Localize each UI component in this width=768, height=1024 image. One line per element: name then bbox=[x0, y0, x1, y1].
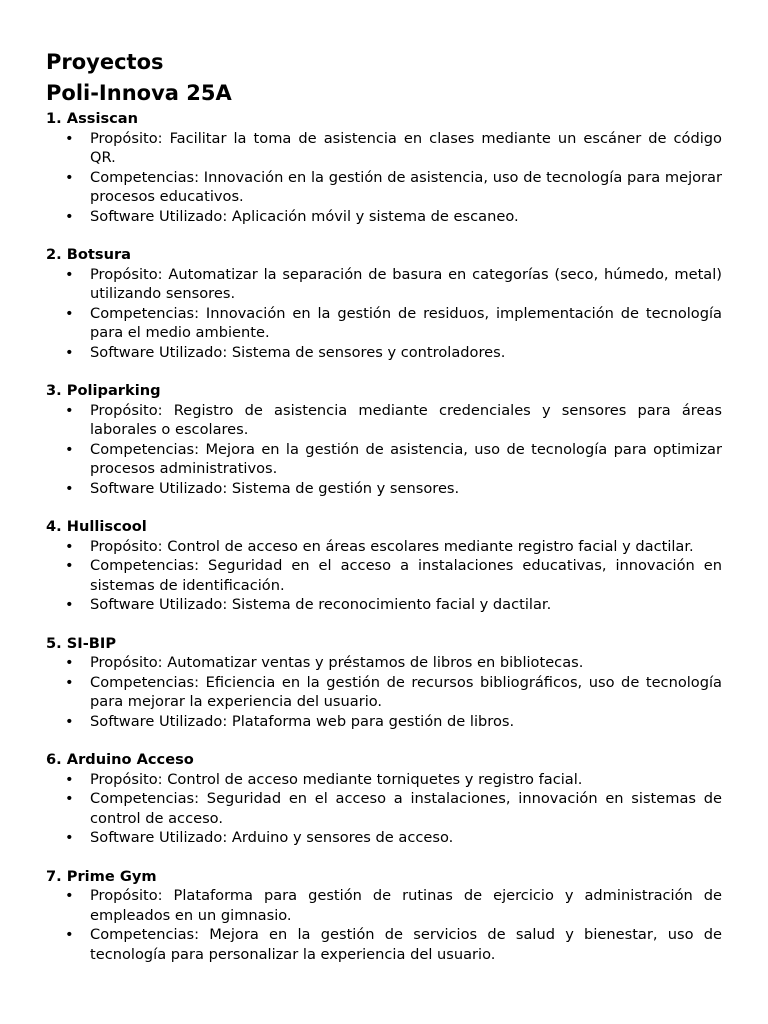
project-bullet-list bbox=[46, 770, 722, 848]
bullet-item: • Competencias: Mejora en la gestión de asistencia, uso de tecnología para optimizar procesos administrativos. bbox=[46, 440, 722, 479]
project-bullet-list bbox=[46, 653, 722, 731]
bullet-item: • Competencias: Seguridad en el acceso a instalaciones educativas, innovación en sistemas de identificación. bbox=[46, 556, 722, 595]
bullet-item: • Propósito: Plataforma para gestión de rutinas de ejercicio y administración de empleados en un gimnasio. bbox=[46, 886, 722, 925]
bullet-item: • Software Utilizado: Sistema de gestión y sensores. bbox=[46, 479, 722, 499]
bullet-item: • Software Utilizado: Aplicación móvil y sistema de escaneo. bbox=[46, 207, 722, 227]
bullet-item: • Competencias: Mejora en la gestión de servicios de salud y bienestar, uso de tecnología para personalizar la experiencia del usuario. bbox=[46, 925, 722, 964]
bullet-item: • Propósito: Control de acceso en áreas escolares mediante registro facial y dactilar. bbox=[46, 537, 722, 557]
bullet-item: • Software Utilizado: Sistema de reconocimiento facial y dactilar. bbox=[46, 595, 722, 615]
project-section bbox=[46, 634, 722, 732]
project-section bbox=[46, 381, 722, 498]
project-bullet-list bbox=[46, 265, 722, 363]
document-title bbox=[46, 47, 722, 109]
bullet-item: • Propósito: Automatizar ventas y préstamos de libros en bibliotecas. bbox=[46, 653, 722, 673]
project-section bbox=[46, 517, 722, 615]
project-title: 5. SI-BIP bbox=[46, 634, 117, 652]
project-section bbox=[46, 867, 722, 965]
project-bullet-list bbox=[46, 129, 722, 227]
project-list bbox=[46, 109, 722, 964]
bullet-item: • Competencias: Eficiencia en la gestión de recursos bibliográficos, uso de tecnología para mejorar la experiencia del usuario. bbox=[46, 673, 722, 712]
bullet-item: • Propósito: Automatizar la separación de basura en categorías (seco, húmedo, metal) utilizando sensores. bbox=[46, 265, 722, 304]
project-title: 2. Botsura bbox=[46, 246, 132, 263]
bullet-item: • Competencias: Innovación en la gestión de residuos, implementación de tecnología para el medio ambiente. bbox=[46, 304, 722, 343]
project-title: 6. Arduino Acceso bbox=[46, 751, 194, 768]
project-bullet-list bbox=[46, 886, 722, 964]
bullet-item: • Propósito: Facilitar la toma de asistencia en clases mediante un escáner de código QR. bbox=[46, 129, 722, 168]
bullet-item: • Software Utilizado: Arduino y sensores de acceso. bbox=[46, 828, 722, 848]
project-title: 4. Hulliscool bbox=[46, 518, 147, 535]
bullet-item: • Propósito: Control de acceso mediante torniquetes y registro facial. bbox=[46, 770, 722, 790]
project-title: 1. Assiscan bbox=[46, 110, 139, 127]
bullet-item: • Competencias: Innovación en la gestión de asistencia, uso de tecnología para mejorar procesos educativos. bbox=[46, 168, 722, 207]
project-bullet-list bbox=[46, 401, 722, 499]
title-line-2: Poli-Innova 25A bbox=[46, 81, 232, 105]
project-title: 3. Poliparking bbox=[46, 382, 161, 399]
bullet-item: • Competencias: Seguridad en el acceso a instalaciones, innovación en sistemas de control de acceso. bbox=[46, 789, 722, 828]
bullet-item: • Software Utilizado: Plataforma web para gestión de libros. bbox=[46, 712, 722, 732]
project-section bbox=[46, 109, 722, 226]
bullet-item: • Propósito: Registro de asistencia mediante credenciales y sensores para áreas laborales o escolares. bbox=[46, 401, 722, 440]
title-line-1: Proyectos bbox=[46, 50, 164, 74]
project-bullet-list bbox=[46, 537, 722, 615]
project-section bbox=[46, 245, 722, 362]
project-section bbox=[46, 750, 722, 848]
bullet-item: • Software Utilizado: Sistema de sensores y controladores. bbox=[46, 343, 722, 363]
project-title: 7. Prime Gym bbox=[46, 867, 157, 885]
